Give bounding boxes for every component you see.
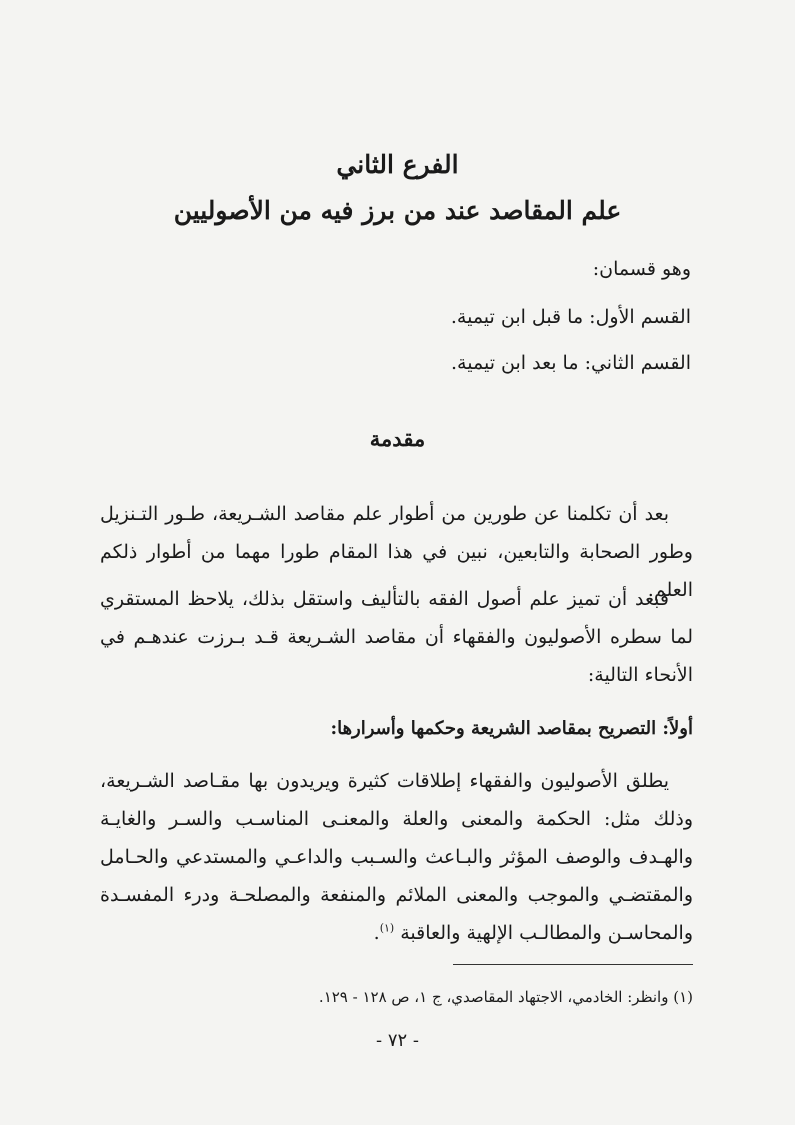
- first-point-paragraph: [100, 762, 693, 952]
- parts-intro: وهو قسمان:: [592, 258, 691, 280]
- first-point-heading: أولاً: التصريح بمقاصد الشريعة وحكمها وأسرارها:: [330, 718, 693, 739]
- intro-paragraph-2: فبعد أن تميز علم أصول الفقه بالتأليف واستقل بذلك، يلاحظ المستقري لما سطره الأصوليون والفقهاء أن مقاصد الشـريعة قـد بـرزت عندهـم في الأنحاء التالية:: [100, 588, 693, 686]
- footnote-divider: [453, 964, 693, 965]
- intro-heading: مقدمة: [369, 426, 426, 451]
- chapter-title: علم المقاصد عند من برز فيه من الأصوليين: [173, 196, 622, 225]
- footnote-reference[interactable]: (١): [379, 921, 395, 935]
- part-two: القسم الثاني: ما بعد ابن تيمية.: [451, 352, 691, 374]
- page-number: - ٧٢ -: [376, 1030, 419, 1051]
- footnote-text: (١) وانظر: الخادمي، الاجتهاد المقاصدي، ج ١، ص ١٢٨ - ١٢٩.: [318, 988, 693, 1006]
- intro-paragraph-1: بعد أن تكلمنا عن طورين من أطوار علم مقاصد الشـريعة، طـور التـنزيل وطور الصحابة والتابعين، نبين في هذا المقام طورا مهما من أطوار ذلكم العلم.: [100, 503, 693, 601]
- first-point-text: يطلق الأصوليون والفقهاء إطلاقات كثيرة ويريدون بها مقـاصد الشـريعة، وذلك مثل: الحكمة والمعنى والعلة والمعنـى المناسـب والسـر والغايـة والهـدف والوصف المؤثر والبـاعث والسـبب والداعـي والمستدعي والحـامل والمقتضـي والموجب والمعنى الملائم والمنفعة والمصلحـة ودرء المفسـدة والمحاسـن والمطالـب الإلهية والعاقبة: [100, 770, 693, 944]
- first-point-closing: .: [373, 922, 380, 944]
- branch-title: الفرع الثاني: [336, 150, 459, 179]
- part-one: القسم الأول: ما قبل ابن تيمية.: [450, 306, 691, 328]
